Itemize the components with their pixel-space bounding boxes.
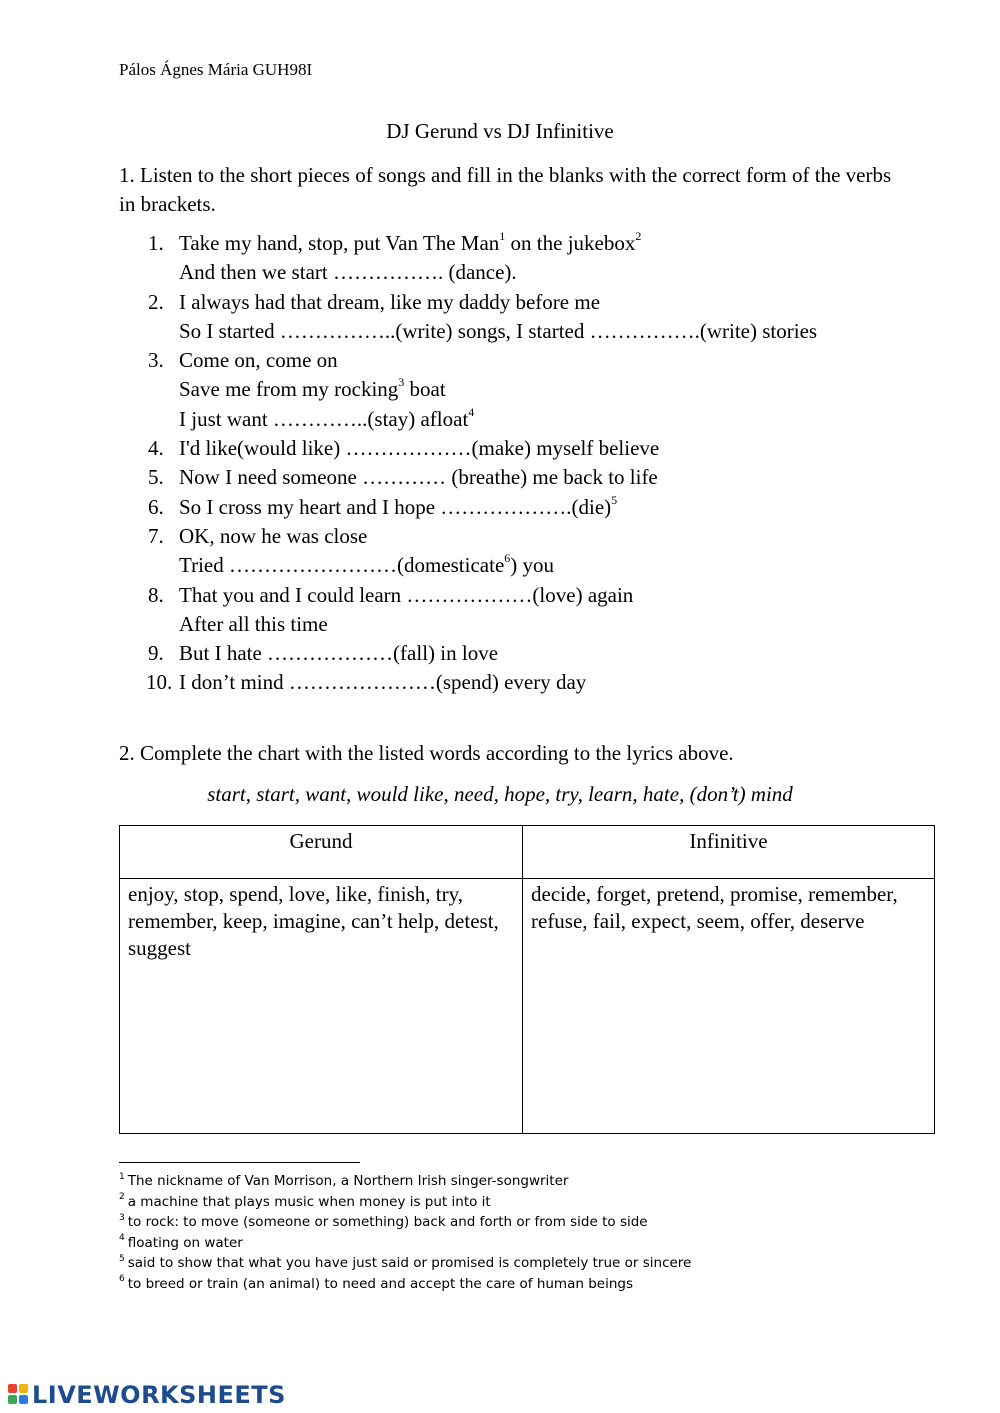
song-item xyxy=(148,434,908,463)
song-item xyxy=(148,668,908,697)
footnote-ref: 3 xyxy=(398,375,405,390)
footnotes xyxy=(119,1171,919,1294)
footnote-ref: 6 xyxy=(504,551,511,566)
lyric-line: Save me from my rocking$^3$ boat xyxy=(179,375,446,402)
song-item xyxy=(148,463,908,492)
lyric-line: And then we start ……………. (dance). xyxy=(179,260,517,285)
lyric-line: Tried ……………………(domesticate$^6$) you xyxy=(179,551,555,578)
footnote-number: 5 xyxy=(119,1253,125,1264)
footnote-ref: 2 xyxy=(635,229,642,243)
footnote-number: 2 xyxy=(119,1192,125,1202)
footnote-text: The nickname of Van Morrison, a Northern Irish singer-songwriter xyxy=(127,1173,569,1189)
gerund-cell[interactable]: enjoy, stop, spend, love, like, finish, try, remember, keep, imagine, can’t help, detest, suggest xyxy=(120,879,523,1134)
footnote-item xyxy=(119,1212,919,1233)
lyric-line: I'd like(would like) ………………(make) myself believe xyxy=(179,436,660,461)
logo-text: LIVEWORKSHEETS xyxy=(32,1381,286,1409)
infinitive-cell[interactable]: decide, forget, pretend, promise, remember, refuse, fail, expect, seem, offer, deserve xyxy=(523,879,935,1134)
liveworksheets-logo xyxy=(8,1381,286,1409)
lyric-line: Take my hand, stop, put Van The Man$^1$ on the jukebox$^2$ xyxy=(179,229,642,255)
song-item xyxy=(148,229,908,288)
footnote-text: to breed or train (an animal) to need and accept the care of human beings xyxy=(127,1275,633,1292)
song-item xyxy=(148,288,908,347)
lyric-line: After all this time xyxy=(179,611,328,636)
item-number: 1. xyxy=(148,231,164,255)
song-item xyxy=(148,346,908,434)
lyric-line: But I hate ………………(fall) in love xyxy=(179,641,499,666)
gerund-infinitive-chart xyxy=(119,825,935,1134)
footnote-ref: 5 xyxy=(611,492,618,507)
item-number: 6. xyxy=(148,494,164,519)
footnote-text: a machine that plays music when money is put into it xyxy=(127,1193,491,1210)
author-name: Pálos Ágnes Mária GUH98I xyxy=(119,60,313,79)
lyric-line: So I started ……………..(write) songs, I started …………….(write) stories xyxy=(179,318,818,343)
song-lyrics-list xyxy=(148,229,908,698)
lyric-line: I always had that dream, like my daddy before me xyxy=(179,289,601,314)
worksheet-title: DJ Gerund vs DJ Infinitive xyxy=(386,119,614,143)
lyric-line: OK, now he was close xyxy=(179,523,368,548)
footnote-number: 6 xyxy=(119,1274,125,1284)
footnote-number: 4 xyxy=(119,1233,125,1243)
footnote-item xyxy=(119,1253,919,1274)
footnote-item xyxy=(119,1233,919,1254)
footnote-item xyxy=(119,1192,919,1213)
song-item xyxy=(148,493,908,522)
footnote-text: floating on water xyxy=(127,1234,243,1251)
item-number: 8. xyxy=(148,582,164,607)
infinitive-header: Infinitive xyxy=(523,826,935,879)
logo-icon xyxy=(8,1384,30,1406)
task2-instruction: 2. Complete the chart with the listed words according to the lyrics above. xyxy=(119,741,734,765)
item-number: 9. xyxy=(148,641,164,666)
lyric-line: Now I need someone ………… (breathe) me back to life xyxy=(179,465,658,490)
footnote-item xyxy=(119,1274,919,1295)
footnote-text: said to show that what you have just said or promised is completely true or sincere xyxy=(127,1255,692,1271)
item-number: 10. xyxy=(146,670,173,695)
song-item xyxy=(148,581,908,640)
footnote-item xyxy=(119,1171,919,1192)
task1-instruction: 1. Listen to the short pieces of songs and fill in the blanks with the correct form of the verbs in brackets. xyxy=(119,163,892,216)
footnote-number: 3 xyxy=(119,1212,125,1223)
word-bank: start, start, want, would like, need, hope, try, learn, hate, (don’t) mind xyxy=(207,782,793,806)
lyric-line: I just want …………..(stay) afloat$^4$ xyxy=(179,404,475,431)
lyric-line: So I cross my heart and I hope ……………….(die)$^5$ xyxy=(179,492,618,519)
footnote-ref: 1 xyxy=(499,229,506,243)
lyric-line: I don’t mind …………………(spend) every day xyxy=(179,670,587,695)
footnote-number: 1 xyxy=(119,1171,125,1182)
item-number: 4. xyxy=(148,436,164,461)
footnote-text: to rock: to move (someone or something) back and forth or from side to side xyxy=(127,1214,648,1230)
lyric-line: Come on, come on xyxy=(179,348,338,373)
song-item xyxy=(148,639,908,668)
item-number: 7. xyxy=(148,523,164,548)
gerund-header: Gerund xyxy=(120,826,523,879)
footnote-ref: 4 xyxy=(468,404,475,419)
footnote-divider xyxy=(119,1162,360,1163)
item-number: 3. xyxy=(148,348,164,373)
lyric-line: That you and I could learn ………………(love) again xyxy=(179,582,634,607)
item-number: 5. xyxy=(148,465,164,490)
item-number: 2. xyxy=(148,289,164,314)
song-item xyxy=(148,522,908,581)
